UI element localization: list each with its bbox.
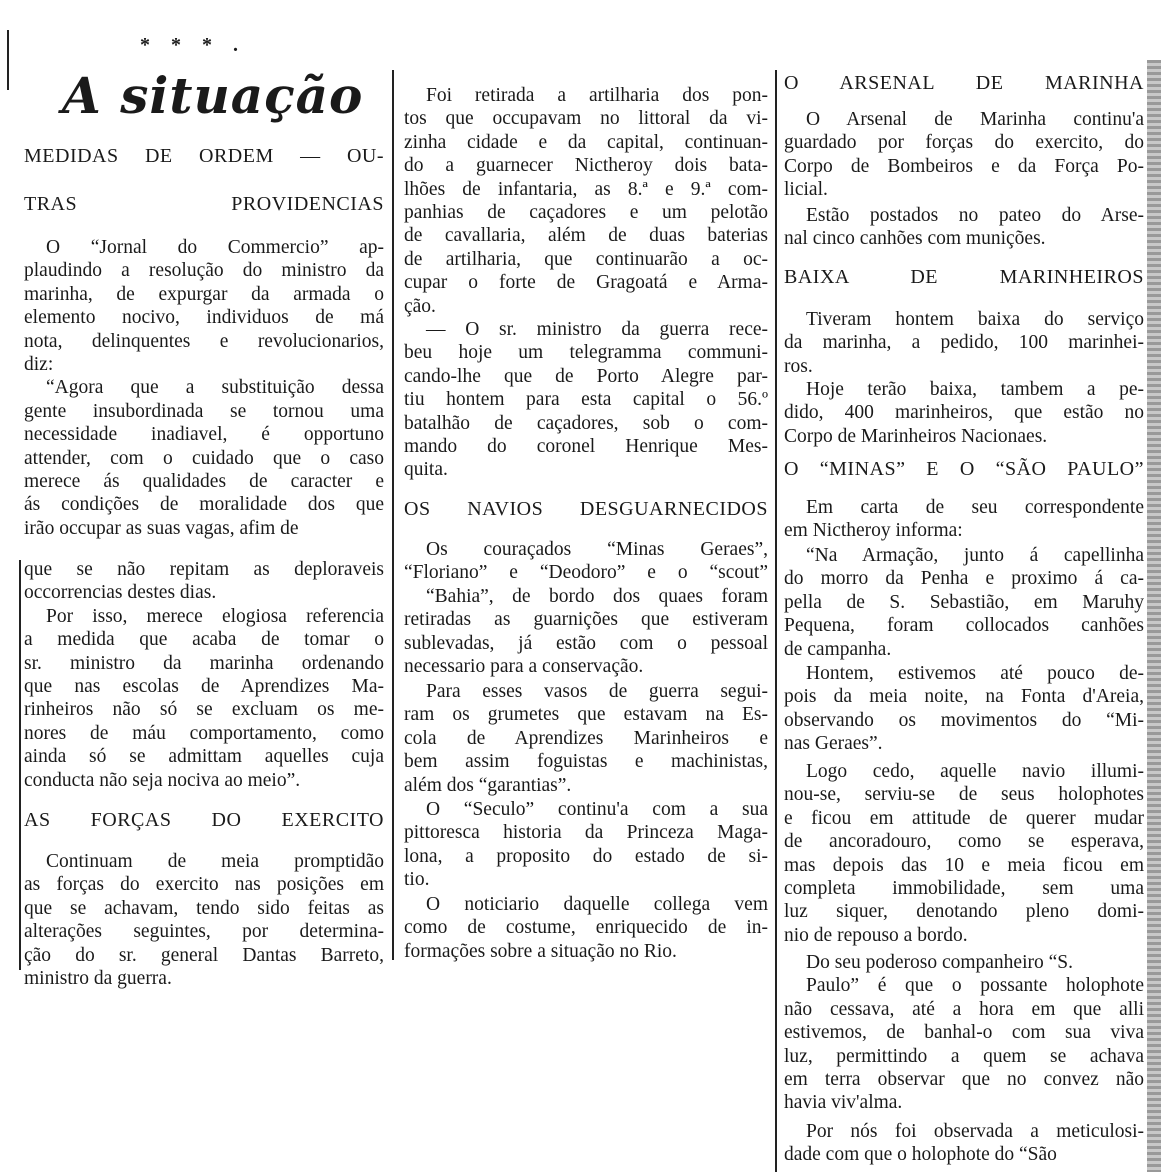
text-line: panhias de caçadores e um pelotão <box>404 201 768 223</box>
paragraph <box>404 680 768 797</box>
section-heading <box>784 266 1144 289</box>
text-line: “Agora que a substituição dessa <box>46 377 384 399</box>
heading-text: BAIXA DE MARINHEIROS <box>784 266 1144 288</box>
section-heading <box>784 458 1144 481</box>
text-line: Logo cedo, aquelle navio illumi- <box>806 761 1144 782</box>
text-line: ainda só se admittam aquelles cuja <box>24 746 384 768</box>
text-line: pois da meia noite, na Fonta d'Areia, <box>784 686 1144 708</box>
text-line: e ficou em attitude de querer mudar <box>784 807 1144 829</box>
text-line: do a guarnecer Nictheroy dois bata- <box>404 155 768 177</box>
text-line: completa immobilidade, sem uma <box>784 877 1144 899</box>
text-line: de cavallaria, além de duas baterias <box>404 225 768 247</box>
text-line: alterações seguintes, por determina- <box>24 921 384 943</box>
text-line: da marinha, a pedido, 100 marinhei- <box>784 332 1144 354</box>
text-line: cando-lhe que de Porto Alegre par- <box>404 365 768 387</box>
text-line: Por nós foi observada a meticulosi- <box>806 1121 1144 1142</box>
text-line: luz, permittindo a quem se achava <box>784 1045 1144 1067</box>
text-line: Pequena, foram collocados canhões <box>784 615 1144 637</box>
text-line: que nas escolas de Aprendizes Ma- <box>24 675 384 697</box>
text-line: Os couraçados “Minas Geraes”, <box>426 539 768 560</box>
text-line: mas depois das 10 e meia ficou em <box>784 854 1144 876</box>
text-line: Estão postados no pateo do Arse- <box>806 205 1144 226</box>
text-line: conducta não seja nociva ao meio”. <box>24 769 301 791</box>
text-line: O noticiario daquelle collega vem <box>426 894 768 915</box>
heading-text: MEDIDAS DE ORDEM — OU- <box>24 145 384 167</box>
column-rule-middle <box>392 70 394 960</box>
text-line: nio de repouso a bordo. <box>784 924 968 946</box>
text-line: zinha cidade e da capital, continuan- <box>404 131 768 153</box>
section-heading <box>24 809 384 832</box>
heading-text: AS FORÇAS DO EXERCITO <box>24 809 384 831</box>
text-line: batalhão de caçadores, sob o com- <box>404 412 768 434</box>
text-line: nas Geraes”. <box>784 733 883 755</box>
text-line: O “Seculo” continu'a com a sua <box>426 799 768 820</box>
text-line: diz: <box>24 353 54 375</box>
paragraph <box>404 84 768 318</box>
text-line: Paulo” é que o possante holophote <box>806 975 1144 997</box>
column-rule-right <box>775 70 777 1172</box>
text-line: marinha, de expurgar da armada o <box>24 283 384 305</box>
text-line: nores de máu comportamento, como <box>24 722 384 744</box>
text-line: beu hoje um telegramma communi- <box>404 342 768 364</box>
text-line: de ancoradouro, como se esperava, <box>784 831 1144 853</box>
text-line: observando os movimentos do “Mi- <box>784 709 1144 731</box>
text-line: do morro da Penha e proximo á ca- <box>784 568 1144 590</box>
text-line: guardado por forças do exercito, do <box>784 132 1144 154</box>
paragraph <box>24 236 384 540</box>
text-line: merece ás qualidades de caracter e <box>24 470 384 492</box>
text-line: Em carta de seu correspondente <box>806 497 1144 518</box>
text-line: quita. <box>404 459 448 481</box>
paragraph <box>404 893 768 963</box>
paragraph <box>404 538 768 678</box>
text-line: Corpo de Bombeiros e da Força Po- <box>784 155 1144 177</box>
text-line: “Bahia”, de bordo dos quaes foram <box>426 585 768 607</box>
text-line: Hontem, estivemos até pouco de- <box>806 663 1144 684</box>
text-line: ás condições de moralidade dos que <box>24 494 384 516</box>
text-line: nou-se, serviu-se de seus holophotes <box>784 784 1144 806</box>
text-line: O “Jornal do Commercio” ap- <box>46 237 384 258</box>
text-line: que se achavam, tendo sido feitas as <box>24 897 384 919</box>
text-line: licial. <box>784 179 828 201</box>
paragraph <box>24 850 384 990</box>
text-line: não cessava, até a hora em que alli <box>784 998 1144 1020</box>
paragraph <box>784 204 1144 251</box>
text-line: que se não repitam as deploraveis <box>24 559 384 580</box>
text-line: Continuam de meia promptidão <box>46 851 384 872</box>
section-heading <box>404 498 768 521</box>
text-line: dido, 400 marinheiros, que estão no <box>784 402 1144 424</box>
text-line: necessario para a conservação. <box>404 655 644 677</box>
text-line: em terra observar que no convez não <box>784 1068 1144 1090</box>
article-title: A situação <box>62 66 364 125</box>
text-line: as forças do exercito nas posições em <box>24 874 384 896</box>
text-line: luz siquer, denotando pleno domi- <box>784 901 1144 923</box>
text-line: attender, com o cuidado que o caso <box>24 447 384 469</box>
section-heading <box>24 193 384 216</box>
paragraph <box>784 108 1144 202</box>
text-line: em Nictheroy informa: <box>784 520 963 542</box>
text-line: “Floriano” e “Deodoro” e o “scout” <box>404 562 768 584</box>
text-line: ram os grumetes que estavam na Es- <box>404 704 768 726</box>
text-line: necessidade inadiavel, é opportuno <box>24 424 384 446</box>
text-line: sublevadas, já estão com o pessoal <box>404 632 768 654</box>
text-line: formações sobre a situação no Rio. <box>404 940 677 962</box>
column-2 <box>404 0 768 1172</box>
paragraph <box>784 760 1144 947</box>
text-line: a medida que acaba de tomar o <box>24 629 384 651</box>
text-line: plaudindo a resolução do ministro da <box>24 260 384 282</box>
page-edge-shadow <box>1147 60 1161 1172</box>
paragraph <box>784 378 1144 448</box>
text-line: Do seu poderoso companheiro “S. <box>806 952 1073 973</box>
text-line: “Na Armação, junto á capellinha <box>806 545 1144 566</box>
text-line: pella de S. Sebastião, em Maruhy <box>784 591 1144 613</box>
section-heading <box>784 72 1144 95</box>
text-line: Por isso, merece elogiosa referencia <box>46 605 384 627</box>
text-line: O Arsenal de Marinha continu'a <box>806 109 1144 130</box>
text-line: — O sr. ministro da guerra rece- <box>426 319 768 340</box>
paragraph <box>784 544 1144 661</box>
section-heading <box>24 145 384 168</box>
heading-text: O “MINAS” E O “SÃO PAULO” <box>784 458 1144 480</box>
text-line: tiu hontem para esta capital o 56.º <box>404 389 768 411</box>
text-line: retiradas as guarnições que estiveram <box>404 609 768 631</box>
text-line: de artilharia, que continuarão a oc- <box>404 248 768 270</box>
text-line: Foi retirada a artilharia dos pon- <box>426 85 768 106</box>
paragraph <box>784 662 1144 756</box>
column-1 <box>24 0 384 1172</box>
heading-text: TRAS PROVIDENCIAS <box>24 193 384 215</box>
text-line: rinheiros não só se excluam os me- <box>24 699 384 721</box>
column-3 <box>784 0 1144 1172</box>
text-line: cola de Aprendizes Marinheiros e <box>404 727 768 749</box>
text-line: Corpo de Marinheiros Nacionaes. <box>784 425 1048 447</box>
paragraph <box>784 496 1144 543</box>
text-line: como de costume, enriquecido de in- <box>404 917 768 939</box>
column-rule-left-lower <box>19 560 21 970</box>
text-line: sr. ministro da marinha ordenando <box>24 652 384 674</box>
text-line: nal cinco canhões com munições. <box>784 228 1046 250</box>
text-line: Tiveram hontem baixa do serviço <box>806 309 1144 330</box>
text-line: dade com que o holophote do “São <box>784 1144 1057 1166</box>
paragraph <box>784 951 1144 1115</box>
paragraph <box>404 318 768 482</box>
text-line: de campanha. <box>784 638 892 660</box>
paragraph <box>784 308 1144 378</box>
text-line: havia viv'alma. <box>784 1092 903 1114</box>
text-line: além dos “garantias”. <box>404 774 572 796</box>
text-line: pittoresca historia da Princeza Maga- <box>404 822 768 844</box>
text-line: estivemos, de banhal-o com sua viva <box>784 1022 1144 1044</box>
text-line: tos que occupavam no littoral da vi- <box>404 108 768 130</box>
text-line: tio. <box>404 869 430 891</box>
text-line: ção do sr. general Dantas Barreto, <box>24 944 384 966</box>
column-rule-left <box>7 30 9 90</box>
text-line: bem assim foguistas e machinistas, <box>404 751 768 773</box>
text-line: Para esses vasos de guerra segui- <box>426 681 768 702</box>
paragraph <box>404 798 768 892</box>
paragraph <box>24 558 384 792</box>
ornament: * * * . <box>140 34 246 56</box>
text-line: gente insubordinada se tornou uma <box>24 400 384 422</box>
heading-text: O ARSENAL DE MARINHA <box>784 72 1144 94</box>
text-line: lhões de infantaria, as 8.ª e 9.ª com- <box>404 178 768 200</box>
text-line: ministro da guerra. <box>24 967 172 989</box>
text-line: lona, a proposito do estado de si- <box>404 845 768 867</box>
text-line: Hoje terão baixa, tambem a pe- <box>806 379 1144 400</box>
text-line: ção. <box>404 295 436 317</box>
text-line: cupar o forte de Gragoatá e Arma- <box>404 272 768 294</box>
text-line: ros. <box>784 355 813 377</box>
text-line: irão occupar as suas vagas, afim de <box>24 517 299 539</box>
text-line: nota, delinquentes e revolucionarios, <box>24 330 384 352</box>
text-line: occorrencias destes dias. <box>24 582 217 604</box>
heading-text: OS NAVIOS DESGUARNECIDOS <box>404 498 768 520</box>
paragraph <box>784 1120 1144 1167</box>
text-line: mando do coronel Henrique Mes- <box>404 435 768 457</box>
text-line: elemento nocivo, individuos de má <box>24 307 384 329</box>
